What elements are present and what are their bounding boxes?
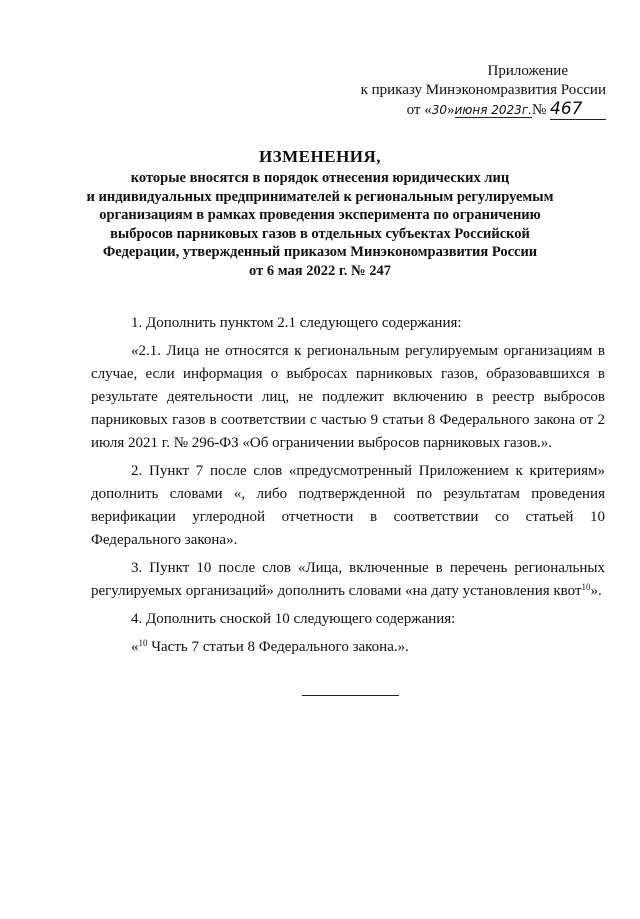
paragraph-5: 4. Дополнить сноской 10 следующего содержания: <box>131 611 456 627</box>
title-line: Федерации, утвержденный приказом Минэкономразвития России <box>102 244 538 260</box>
appendix-header <box>356 62 606 120</box>
closing-divider <box>302 695 399 696</box>
document-title <box>70 147 570 280</box>
order-number: 467 <box>550 100 606 120</box>
date-month-year: июня 2023г. <box>454 103 532 117</box>
paragraph-4-text: 3. Пункт 10 после слов «Лица, включенные в перечень региональных регулируемых организаций» дополнить словами «на дату установления квот <box>91 560 605 599</box>
appendix-label: Приложение <box>487 63 568 79</box>
paragraph-6-text: Часть 7 статьи 8 Федерального закона.». <box>147 639 409 655</box>
title-line: от 6 мая 2022 г. № 247 <box>249 262 391 279</box>
order-date-number <box>356 100 606 120</box>
paragraph-1: 1. Дополнить пунктом 2.1 следующего содержания: <box>131 315 462 331</box>
date-mid: » <box>447 102 455 118</box>
order-reference: к приказу Минэкономразвития России <box>360 82 606 98</box>
date-prefix: от « <box>406 102 432 118</box>
document-body <box>91 312 605 664</box>
paragraph-6-start: « <box>131 639 139 655</box>
title-line: которые вносятся в порядок отнесения юридических лиц <box>130 170 510 186</box>
paragraph-6 <box>91 636 605 659</box>
paragraph-4-end: ». <box>590 583 602 599</box>
title-line: организациям в рамках проведения эксперимента по ограничению <box>99 207 541 223</box>
footnote-ref: 10 <box>581 582 591 592</box>
title-line: выбросов парниковых газов в отдельных субъектах Российской <box>110 225 530 242</box>
paragraph-4 <box>91 557 605 603</box>
title-heading: ИЗМЕНЕНИЯ, <box>258 147 382 166</box>
date-day: 30 <box>431 103 447 117</box>
paragraph-3: 2. Пункт 7 после слов «предусмотренный Приложением к критериям» дополнить словами «, либо подтвержденной по результатам проведения верификации углеродной отчетности в соответствии со статьей 10 Федерального закона». <box>91 463 605 548</box>
footnote-mark: 10 <box>138 638 148 648</box>
paragraph-2: «2.1. Лица не относятся к региональным регулируемым организациям в случае, если информация о выбросах парниковых газов, образовавшихся в результате деятельности лиц, не подлежит включению в реестр выбросов парниковых газов в соответствии с частью 9 статьи 8 Федерального закона от 2 июля 2021 г. № 296-ФЗ «Об ограничении выбросов парниковых газов.». <box>91 343 605 451</box>
number-label: № <box>531 102 547 118</box>
title-line: и индивидуальных предпринимателей к региональным регулируемым <box>86 188 554 205</box>
